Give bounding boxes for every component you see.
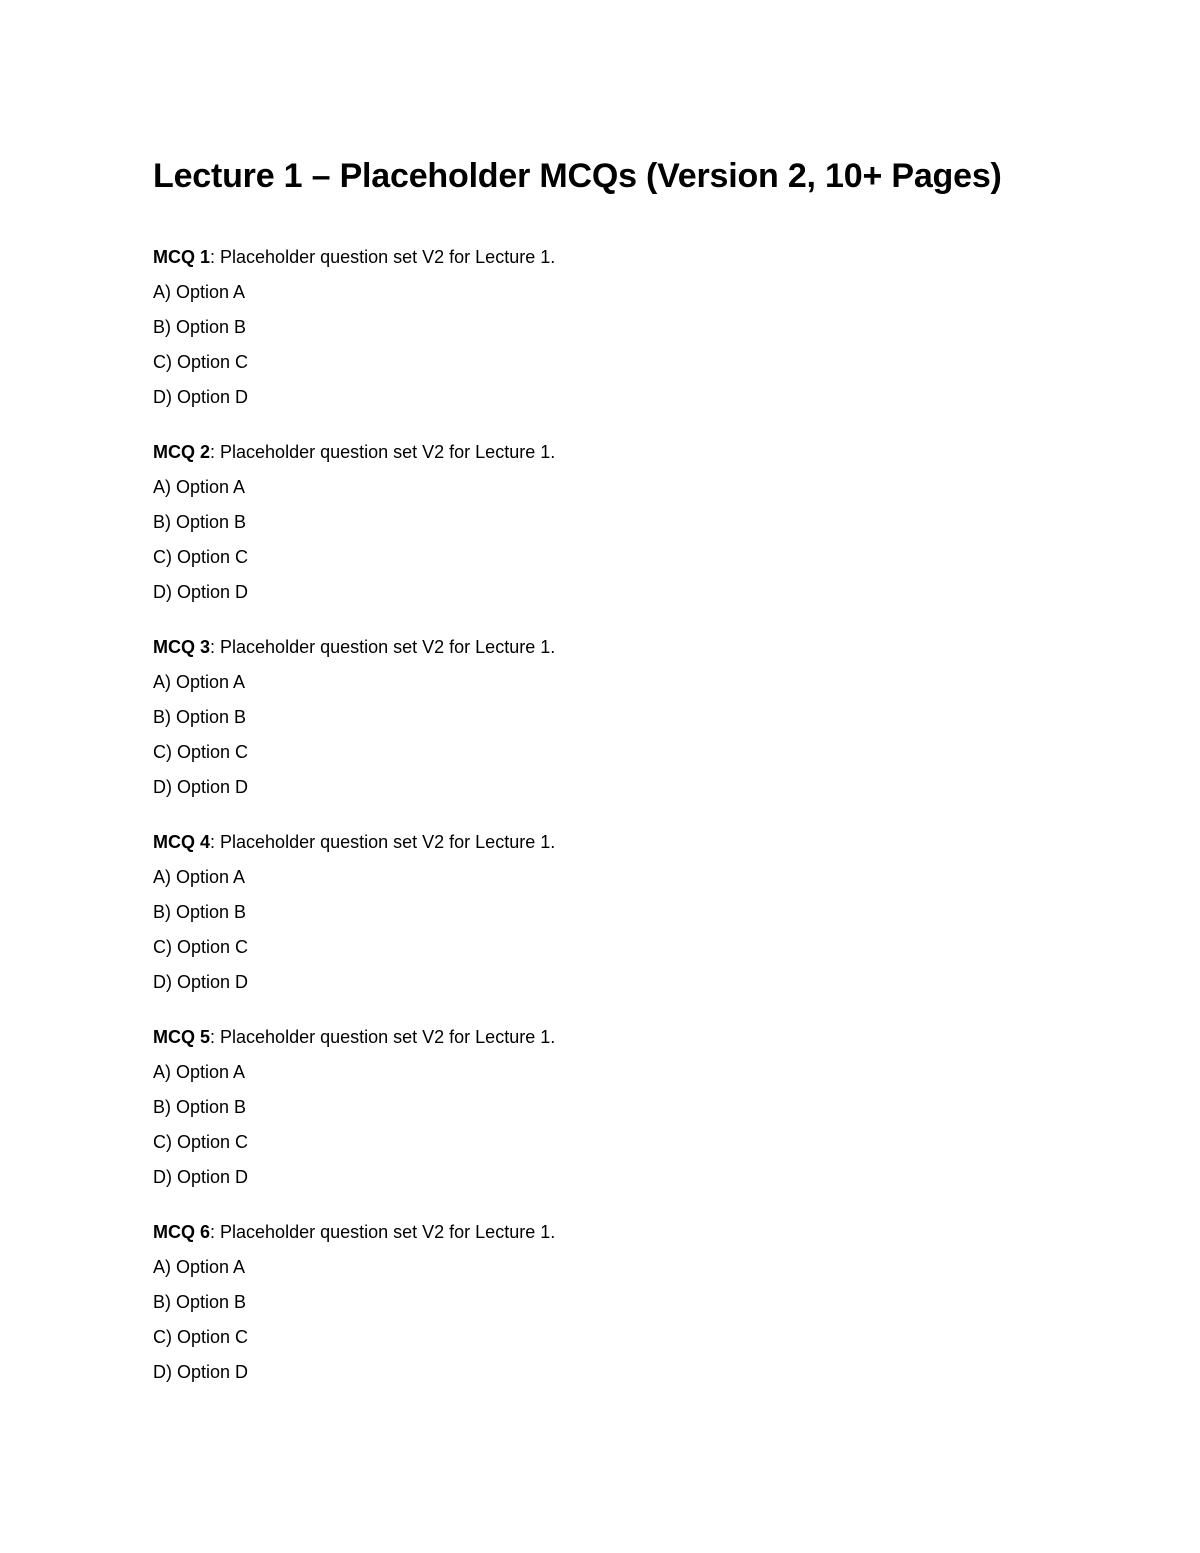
mcq-option-a: A) Option A [153, 867, 246, 887]
mcq-question [153, 240, 1103, 275]
mcq-question-text: : Placeholder question set V2 for Lecture 1. [210, 1222, 556, 1242]
mcq-option-c: C) Option C [153, 937, 249, 957]
mcq-item [153, 825, 1103, 1000]
mcq-option-c: C) Option C [153, 352, 249, 372]
mcq-label: MCQ 4 [153, 832, 211, 852]
mcq-option-b: B) Option B [153, 707, 247, 727]
mcq-option-c: C) Option C [153, 1327, 249, 1347]
mcq-question [153, 435, 1103, 470]
mcq-option-b: B) Option B [153, 902, 247, 922]
mcq-option-d: D) Option D [153, 972, 249, 992]
mcq-option-a: A) Option A [153, 672, 246, 692]
mcq-question [153, 1215, 1103, 1250]
mcq-list [153, 240, 1103, 1390]
mcq-option-d: D) Option D [153, 1362, 249, 1382]
mcq-option-a: A) Option A [153, 477, 246, 497]
mcq-item [153, 630, 1103, 805]
mcq-label: MCQ 5 [153, 1027, 211, 1047]
mcq-option-d: D) Option D [153, 777, 249, 797]
mcq-option-a: A) Option A [153, 1257, 246, 1277]
document-page [153, 155, 1103, 1410]
mcq-item [153, 1020, 1103, 1195]
page-title: Lecture 1 – Placeholder MCQs (Version 2, 10+ Pages) [153, 157, 1002, 195]
mcq-option-b: B) Option B [153, 1097, 247, 1117]
mcq-label: MCQ 2 [153, 442, 211, 462]
mcq-label: MCQ 3 [153, 637, 211, 657]
mcq-item [153, 435, 1103, 610]
mcq-option-c: C) Option C [153, 547, 249, 567]
mcq-option-b: B) Option B [153, 512, 247, 532]
mcq-question-text: : Placeholder question set V2 for Lecture 1. [210, 832, 556, 852]
mcq-item [153, 240, 1103, 415]
mcq-question-text: : Placeholder question set V2 for Lecture 1. [210, 637, 556, 657]
mcq-option-b: B) Option B [153, 1292, 247, 1312]
mcq-option-c: C) Option C [153, 742, 249, 762]
mcq-label: MCQ 6 [153, 1222, 211, 1242]
mcq-option-a: A) Option A [153, 1062, 246, 1082]
mcq-question-text: : Placeholder question set V2 for Lecture 1. [210, 442, 556, 462]
mcq-question [153, 630, 1103, 665]
mcq-option-c: C) Option C [153, 1132, 249, 1152]
mcq-option-a: A) Option A [153, 282, 246, 302]
mcq-item [153, 1215, 1103, 1390]
mcq-question [153, 825, 1103, 860]
mcq-option-b: B) Option B [153, 317, 247, 337]
mcq-question-text: : Placeholder question set V2 for Lecture 1. [210, 1027, 556, 1047]
mcq-question-text: : Placeholder question set V2 for Lecture 1. [210, 247, 556, 267]
mcq-option-d: D) Option D [153, 387, 249, 407]
mcq-option-d: D) Option D [153, 582, 249, 602]
mcq-label: MCQ 1 [153, 247, 211, 267]
mcq-option-d: D) Option D [153, 1167, 249, 1187]
mcq-question [153, 1020, 1103, 1055]
